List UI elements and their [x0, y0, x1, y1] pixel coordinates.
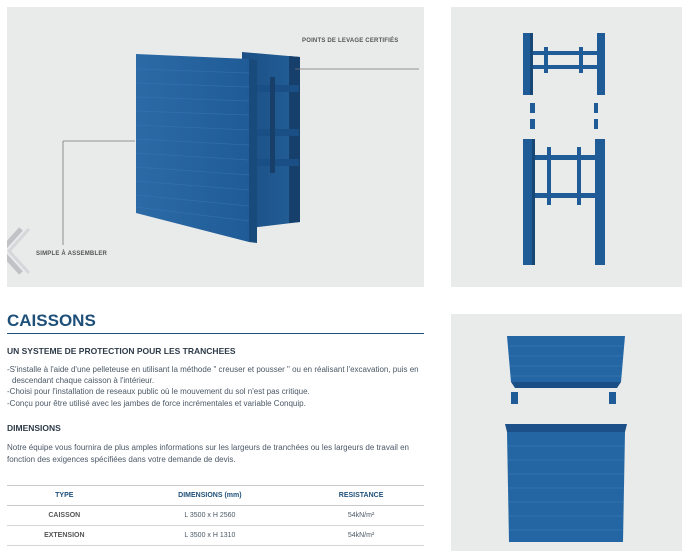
column-header-resistance: RESISTANCE: [298, 486, 424, 506]
dimensions-paragraph: Notre équipe vous fournira de plus amples informations sur les largeurs de tranchées ou les largeurs de travail en fonction des exigences spécifiées dans votre demande de devis.: [7, 443, 409, 464]
column-header-type: TYPE: [7, 486, 122, 506]
cell-dimensions: L 3500 x H 1310: [122, 526, 299, 546]
callout-simple-assembly: SIMPLE À ASSEMBLER: [36, 251, 108, 257]
table-row: [7, 506, 424, 526]
table-header-row: [7, 486, 424, 506]
cell-type: CAISSON: [7, 506, 122, 526]
callout-lifting-points: POINTS DE LEVAGE CERTIFIÉS: [302, 38, 399, 44]
feature-item: -S'installe à l'aide d'une pelleteuse en utilisant la méthode " creuser et pousser " ou en réalisant l'excavation, puis en descendant chaque caisson à l'intérieur.: [7, 365, 419, 386]
dimensions-heading: DIMENSIONS: [7, 423, 61, 433]
feature-item: -Conçu pour être utilisé avec les jambes de force incrémentales et variable Conquip.: [7, 398, 306, 408]
specifications-table: [7, 485, 424, 546]
exploded-view-photo: [451, 7, 682, 287]
title-divider: [7, 333, 424, 334]
cell-type: EXTENSION: [7, 526, 122, 546]
section-subtitle: UN SYSTEME DE PROTECTION POUR LES TRANCHEES: [7, 346, 236, 356]
column-header-dimensions: DIMENSIONS (mm): [122, 486, 299, 506]
table-row: [7, 526, 424, 546]
box-extension-photo: [451, 314, 682, 551]
cell-dimensions: L 3500 x H 2560: [122, 506, 299, 526]
cell-resistance: 54kN/m²: [298, 526, 424, 546]
main-product-photo: [7, 7, 424, 287]
feature-list: [7, 364, 419, 409]
trench-box-illustration: [7, 7, 424, 287]
exploded-assembly-illustration: [451, 7, 682, 287]
cell-resistance: 54kN/m²: [298, 506, 424, 526]
feature-item: -Choisi pour l'installation de reseaux public où le mouvement du sol n'est pas critique.: [7, 387, 310, 397]
box-with-extension-illustration: [451, 314, 682, 551]
page-title: CAISSONS: [7, 311, 96, 330]
